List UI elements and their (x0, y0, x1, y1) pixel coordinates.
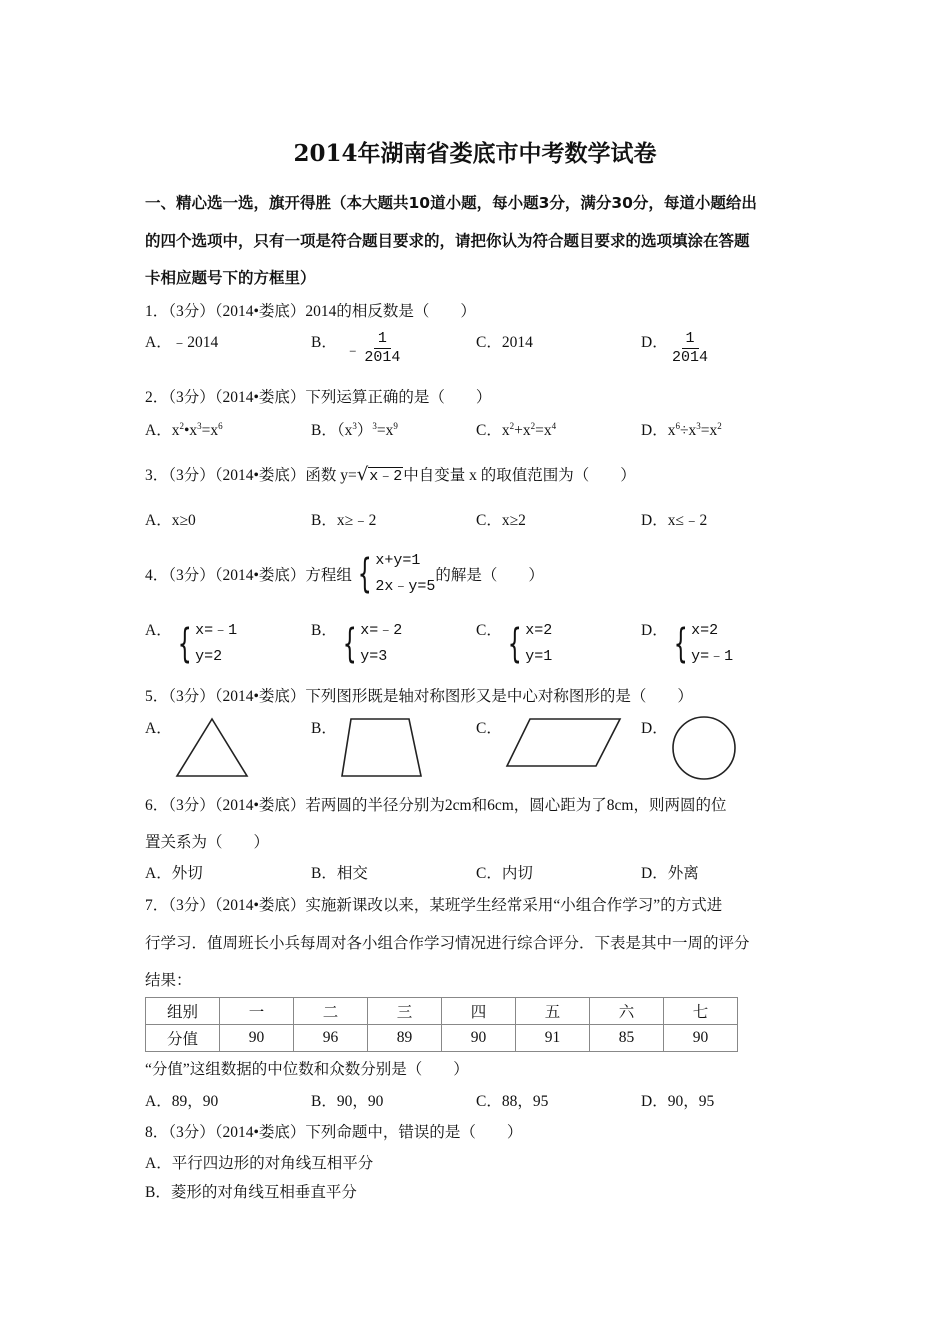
q3-c-text: x≥2 (501, 512, 526, 529)
table-cell: 一 (220, 998, 294, 1025)
q2-b-part: ） (356, 422, 373, 439)
q3-c-label: C． (476, 512, 502, 529)
q8-b-label: B． (145, 1184, 171, 1201)
q6-stem-line2: 置关系为（ ） (145, 834, 270, 851)
q4-d-line2: y=﹣1 (691, 648, 734, 665)
q3-option-c[interactable] (476, 508, 526, 530)
q7-stem-line1: 7．（3分）（2014•娄底）实施新课改以来，某班学生经常采用“小组合作学习”的方式进 (145, 897, 723, 914)
circle-icon[interactable] (669, 714, 739, 782)
q2-b-part: =x (376, 422, 394, 439)
q1-option-d-label: D． (641, 334, 668, 351)
table-row (146, 1025, 738, 1052)
q1-stem: 1．（3分）（2014•娄底）2014的相反数是（ ） (145, 303, 476, 320)
page-title: 2014年湖南省娄底市中考数学试卷 (293, 140, 657, 167)
q4-a-line1: x=﹣1 (195, 622, 238, 639)
q2-c-part: =x (535, 422, 552, 439)
table-cell: 90 (220, 1025, 294, 1052)
q7-c-text: 88，95 (501, 1093, 549, 1110)
q4-b-line1: x=﹣2 (360, 622, 403, 639)
q7-b-text: 90，90 (336, 1093, 384, 1110)
q5-c-label: C． (476, 720, 502, 737)
q2-c-exp: 2 (530, 420, 536, 431)
q2-a-exp: 3 (197, 420, 202, 431)
q1-c-text: 2014 (501, 334, 533, 351)
q6-option-d[interactable] (641, 861, 699, 883)
q1-option-c[interactable] (476, 330, 533, 352)
q3-b-label: B． (311, 512, 337, 529)
q4-option-b[interactable] (311, 618, 402, 670)
q1-a-text: ﹣2014 (171, 334, 219, 351)
table-cell: 七 (664, 998, 738, 1025)
q4-option-c[interactable] (476, 618, 552, 670)
triangle-icon[interactable] (174, 716, 250, 780)
q1-b-numerator: 1 (374, 330, 391, 349)
q4-stem-post: 的解是（ ） (435, 567, 544, 584)
q2-c-part: +x (514, 422, 531, 439)
q6-c-label: C． (476, 865, 502, 882)
q1-d-fraction (672, 330, 708, 367)
q6-a-label: A． (145, 865, 172, 882)
q1-b-sign: ﹣ (345, 341, 361, 359)
q4-c-label: C． (476, 622, 502, 639)
sqrt-icon: √ (356, 464, 369, 485)
q7-d-label: D． (641, 1093, 668, 1110)
q2-a-exp: 2 (179, 420, 184, 431)
q7-stem-line2: 行学习．值周班长小兵每周对各小组合作学习情况进行综合评分．下表是其中一周的评分 (145, 935, 750, 952)
q2-d-exp: 2 (717, 420, 722, 431)
q8-b-text: 菱形的对角线互相垂直平分 (170, 1184, 357, 1201)
table-cell: 96 (294, 1025, 368, 1052)
q6-d-label: D． (641, 865, 668, 882)
q1-d-numerator: 1 (682, 330, 699, 349)
q2-d-part: =x (700, 422, 718, 439)
left-brace-icon: { (177, 621, 192, 667)
q3-option-d[interactable] (641, 508, 707, 530)
q8-stem: 8．（3分）（2014•娄底）下列命题中，错误的是（ ） (145, 1124, 523, 1141)
q6-option-a[interactable] (145, 861, 203, 883)
q2-a-exp: 6 (218, 420, 223, 431)
table-cell: 六 (590, 998, 664, 1025)
q4-eq1: x+y=1 (375, 552, 421, 569)
q2-option-c[interactable] (476, 418, 556, 440)
q4-option-a[interactable] (145, 618, 237, 670)
table-cell: 分值 (146, 1025, 220, 1052)
q4-c-line2: y=1 (525, 648, 553, 665)
left-brace-icon: { (357, 551, 372, 597)
q1-c-label: C． (476, 334, 502, 351)
q2-b-part: （x (336, 422, 353, 439)
q7-option-c[interactable] (476, 1089, 548, 1111)
q7-option-b[interactable] (311, 1089, 383, 1111)
q2-a-part: =x (201, 422, 219, 439)
q1-option-a[interactable] (145, 330, 218, 352)
q2-a-part: •x (183, 422, 198, 439)
left-brace-icon: { (507, 621, 522, 667)
table-cell: 二 (294, 998, 368, 1025)
q1-b-fraction (364, 330, 400, 367)
q1-b-denominator: 2014 (364, 349, 401, 366)
score-table (145, 997, 738, 1052)
q6-c-text: 内切 (501, 865, 533, 882)
q8-option-b[interactable] (145, 1180, 357, 1202)
q1-option-b[interactable] (345, 330, 400, 367)
q3-a-label: A． (145, 512, 172, 529)
q3-b-text: x≥﹣2 (336, 512, 377, 529)
q1-option-d[interactable] (672, 330, 708, 367)
table-cell: 89 (368, 1025, 442, 1052)
q4-a-line2: y=2 (195, 648, 223, 665)
q4-stem (145, 548, 544, 600)
q6-b-label: B． (311, 865, 337, 882)
left-brace-icon: { (342, 621, 357, 667)
table-cell: 90 (664, 1025, 738, 1052)
table-cell: 五 (516, 998, 590, 1025)
table-cell: 90 (442, 1025, 516, 1052)
table-cell: 组别 (146, 998, 220, 1025)
q3-radicand: x﹣2 (369, 468, 403, 485)
q5-d-label: D． (641, 720, 668, 737)
q8-option-a[interactable] (145, 1151, 373, 1173)
q7-a-text: 89，90 (171, 1093, 219, 1110)
q2-c-label: C． (476, 422, 502, 439)
q7-d-text: 90，95 (667, 1093, 715, 1110)
q1-d-denominator: 2014 (672, 349, 709, 366)
q3-d-text: x≤﹣2 (667, 512, 708, 529)
q7-c-label: C． (476, 1093, 502, 1110)
q3-d-label: D． (641, 512, 668, 529)
q4-eq2: 2x﹣y=5 (375, 578, 436, 595)
table-row (146, 998, 738, 1025)
table-cell: 91 (516, 1025, 590, 1052)
q6-b-text: 相交 (336, 865, 368, 882)
q2-a-label: A． (145, 422, 172, 439)
parallelogram-icon[interactable] (504, 716, 624, 770)
q6-stem-line1: 6．（3分）（2014•娄底）若两圆的半径分别为2cm和6cm，圆心距为了8cm，则两圆的位 (145, 797, 727, 814)
q5-a-label: A． (145, 720, 172, 737)
q4-option-d[interactable] (641, 618, 733, 670)
q4-d-label: D． (641, 622, 668, 639)
q3-option-a[interactable] (145, 508, 196, 530)
trapezoid-icon[interactable] (339, 716, 425, 780)
q2-a-part: x (171, 422, 180, 439)
section-heading-line2: 的四个选项中，只有一项是符合题目要求的，请把你认为符合题目要求的选项填涂在答题 (145, 232, 750, 250)
q1-option-b-label: B． (311, 334, 337, 351)
q4-d-line1: x=2 (691, 622, 719, 639)
q3-a-text: x≥0 (171, 512, 196, 529)
section-heading-line3: 卡相应题号下的方框里） (145, 269, 316, 287)
q2-c-exp: 2 (509, 420, 515, 431)
q4-equation-system (352, 548, 435, 600)
q2-c-exp: 4 (551, 420, 557, 431)
q7-a-label: A． (145, 1093, 172, 1110)
table-cell: 三 (368, 998, 442, 1025)
q2-stem: 2．（3分）（2014•娄底）下列运算正确的是（ ） (145, 389, 492, 406)
q1-a-label: A． (145, 334, 172, 351)
q2-d-exp: 6 (675, 420, 680, 431)
q2-d-part: x (667, 422, 676, 439)
q6-a-text: 外切 (171, 865, 203, 882)
q4-a-label: A． (145, 622, 172, 639)
q6-option-c[interactable] (476, 861, 533, 883)
q5-stem: 5．（3分）（2014•娄底）下列图形既是轴对称图形又是中心对称图形的是（ ） (145, 688, 693, 705)
left-brace-icon: { (673, 621, 688, 667)
q2-d-part: ÷x (679, 422, 697, 439)
q2-b-exp: 3 (372, 420, 377, 431)
q7-option-a[interactable] (145, 1089, 218, 1111)
q8-a-text: 平行四边形的对角线互相平分 (171, 1155, 374, 1172)
q3-option-b[interactable] (311, 508, 376, 530)
q3-stem-pre: 3．（3分）（2014•娄底）函数 y= (145, 467, 357, 484)
q8-a-label: A． (145, 1155, 172, 1172)
q7-question: “分值”这组数据的中位数和众数分别是（ ） (145, 1061, 469, 1078)
section-heading-line1: 一、精心选一选，旗开得胜（本大题共10道小题，每小题3分，满分30分，每道小题给出 (145, 194, 757, 212)
q2-option-b[interactable] (311, 418, 398, 440)
q3-stem (145, 463, 636, 485)
q2-b-exp: 9 (393, 420, 398, 431)
q3-stem-post: 中自变量 x 的取值范围为（ ） (403, 467, 636, 484)
q4-stem-pre: 4．（3分）（2014•娄底）方程组 (145, 567, 352, 584)
table-cell: 四 (442, 998, 516, 1025)
q2-b-exp: 3 (352, 420, 357, 431)
q2-option-d[interactable] (641, 418, 722, 440)
q4-b-line2: y=3 (360, 648, 388, 665)
q7-b-label: B． (311, 1093, 337, 1110)
q2-c-part: x (501, 422, 510, 439)
q4-c-line1: x=2 (525, 622, 553, 639)
q7-option-d[interactable] (641, 1089, 714, 1111)
q2-b-label: B． (311, 422, 337, 439)
q6-option-b[interactable] (311, 861, 368, 883)
q6-d-text: 外离 (667, 865, 699, 882)
q2-d-label: D． (641, 422, 668, 439)
q2-option-a[interactable] (145, 418, 223, 440)
table-cell: 85 (590, 1025, 664, 1052)
q4-b-label: B． (311, 622, 337, 639)
q2-d-exp: 3 (696, 420, 701, 431)
q5-b-label: B． (311, 720, 337, 737)
q7-stem-line3: 结果： (145, 972, 192, 989)
